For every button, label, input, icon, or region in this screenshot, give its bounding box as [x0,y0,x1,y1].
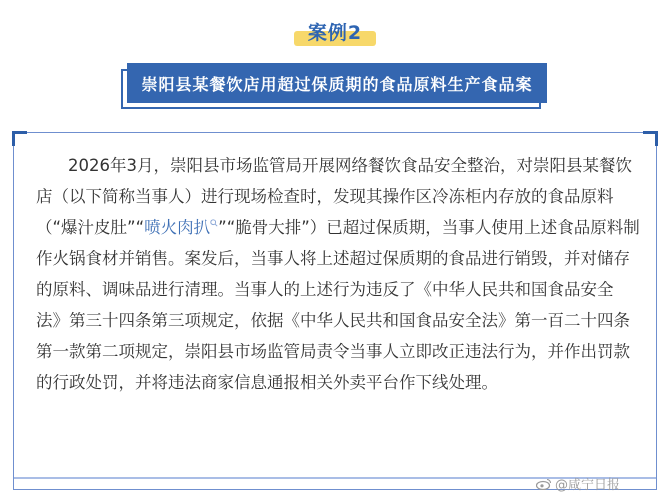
body-line: 的行政处罚，并将违法商家信息通报相关外卖平台作下线处理。 [36,373,498,392]
weibo-icon [536,478,552,490]
body-line: 法》第三十四条第三项规定，依据《中华人民共和国食品安全法》第一百二十四条 [36,311,630,330]
search-icon[interactable] [210,219,218,227]
title-banner [127,63,547,103]
body-line [36,212,646,243]
watermark [536,474,620,493]
body-line: 店（以下简称当事人）进行现场检查时，发现其操作区冷冻柜内存放的食品原料 [36,187,614,206]
page-title: 崇阳县某餐饮店用超过保质期的食品原料生产食品案 [141,75,533,94]
case-label-text: 案例2 [307,22,363,44]
watermark-text: @咸宁日报 [555,478,621,493]
body-line: 第一款第二项规定，崇阳县市场监管局责令当事人立即改正违法行为，并作出罚款 [36,342,630,361]
search-highlight-link[interactable]: 喷火肉扒 [144,218,211,237]
body-line-part: ”“脆骨大排”）已超过保质期，当事人使用上述食品原料制 [218,218,640,237]
frame-corner [12,131,27,146]
body-line: 的原料、调味品进行清理。当事人的上述行为违反了《中华人民共和国食品安全 [36,280,614,299]
case-body [36,150,646,398]
body-line: 作火锅食材并销售。案发后，当事人将上述超过保质期的食品进行销毁，并对储存 [36,249,630,268]
case-label [294,12,376,48]
frame-corner [643,131,658,146]
body-line: 2026年3月，崇阳县市场监管局开展网络餐饮食品安全整治，对崇阳县某餐饮 [68,156,632,175]
body-line-part: （“爆汁皮肚”“ [36,218,145,237]
